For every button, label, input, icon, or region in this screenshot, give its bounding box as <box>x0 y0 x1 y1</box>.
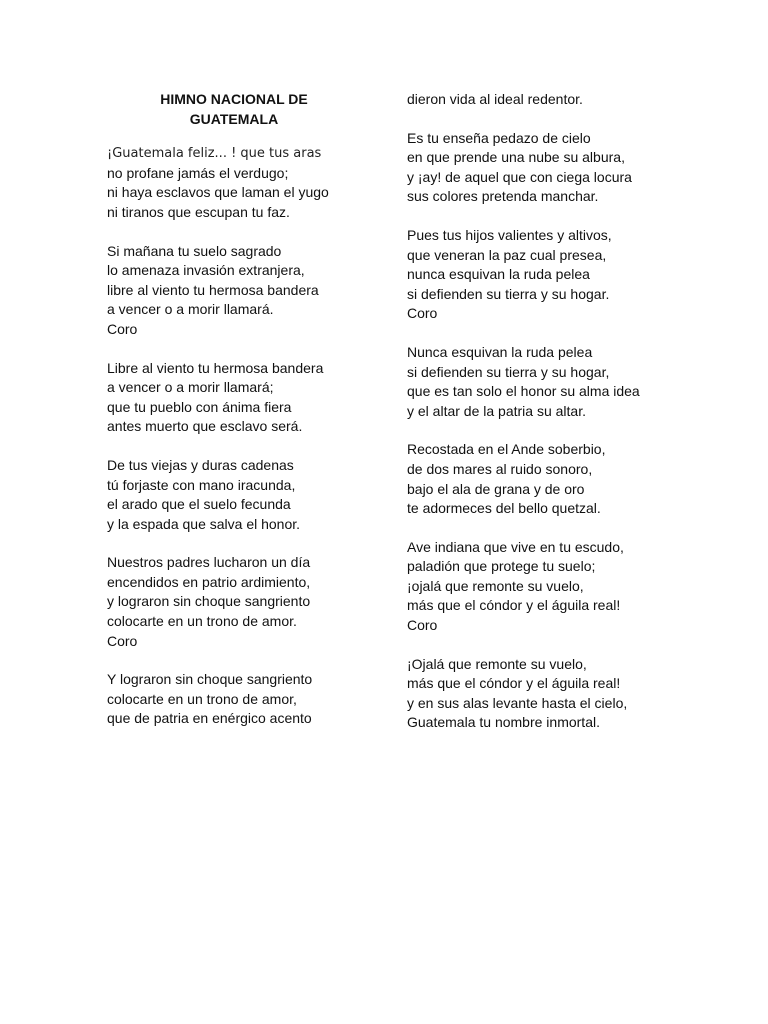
stanza <box>407 343 707 421</box>
verse-line: Ave indiana que vive en tu escudo, <box>407 538 624 555</box>
stanza <box>107 456 377 534</box>
stanza <box>407 90 707 110</box>
verse-line: no profane jamás el verdugo; <box>107 164 289 181</box>
left-column <box>107 90 377 748</box>
verse-line: Es tu enseña pedazo de cielo <box>407 129 591 146</box>
verse-line: si defienden su tierra y su hogar, <box>407 363 610 380</box>
verse-line: que veneran la paz cual presea, <box>407 246 607 263</box>
chorus-marker: Coro <box>107 320 138 337</box>
verse-line: Pues tus hijos valientes y altivos, <box>407 226 612 243</box>
chorus-marker: Coro <box>407 617 438 634</box>
verse-line: ¡Guatemala feliz... ! que tus aras <box>107 146 322 162</box>
stanza <box>407 226 707 324</box>
stanza <box>407 129 707 207</box>
chorus-marker: Coro <box>107 632 138 649</box>
verse-line: Nuestros padres lucharon un día <box>107 554 311 571</box>
verse-line: y en sus alas levante hasta el cielo, <box>407 694 628 711</box>
stanza <box>107 144 377 222</box>
verse-line: antes muerto que esclavo será. <box>107 418 303 435</box>
verse-line: colocarte en un trono de amor. <box>107 613 297 630</box>
verse-line: Guatemala tu nombre inmortal. <box>407 714 600 731</box>
verse-line: ni haya esclavos que laman el yugo <box>107 184 329 201</box>
verse-line: y el altar de la patria su altar. <box>407 402 586 419</box>
right-column <box>407 90 707 752</box>
verse-line: Si mañana tu suelo sagrado <box>107 242 282 259</box>
verse-line: lo amenaza invasión extranjera, <box>107 262 305 279</box>
stanza <box>407 440 707 518</box>
verse-line: el arado que el suelo fecunda <box>107 496 291 513</box>
verse-line: a vencer o a morir llamará; <box>107 379 274 396</box>
left-stanzas <box>107 144 377 729</box>
verse-line: que tu pueblo con ánima fiera <box>107 398 292 415</box>
stanza <box>407 655 707 733</box>
verse-line: y la espada que salva el honor. <box>107 515 301 532</box>
verse-line: Y lograron sin choque sangriento <box>107 671 313 688</box>
verse-line: nunca esquivan la ruda pelea <box>407 266 590 283</box>
verse-line: y lograron sin choque sangriento <box>107 593 311 610</box>
stanza <box>107 670 377 729</box>
verse-line: tú forjaste con mano iracunda, <box>107 476 296 493</box>
verse-line: De tus viejas y duras cadenas <box>107 456 294 473</box>
verse-line: te adormeces del bello quetzal. <box>407 500 601 517</box>
right-stanzas <box>407 90 707 733</box>
verse-line: a vencer o a morir llamará. <box>107 301 274 318</box>
anthem-title: HIMNO NACIONAL DE GUATEMALA <box>160 91 308 127</box>
verse-line: ni tiranos que escupan tu faz. <box>107 203 290 220</box>
stanza <box>107 553 377 651</box>
verse-line: Libre al viento tu hermosa bandera <box>107 359 324 376</box>
verse-line: Recostada en el Ande soberbio, <box>407 441 606 458</box>
verse-line: que es tan solo el honor su alma idea <box>407 383 640 400</box>
verse-line: en que prende una nube su albura, <box>407 149 625 166</box>
verse-line: que de patria en enérgico acento <box>107 710 312 727</box>
verse-line: y ¡ay! de aquel que con ciega locura <box>407 168 632 185</box>
verse-line: paladión que protege tu suelo; <box>407 558 596 575</box>
verse-line: bajo el ala de grana y de oro <box>407 480 585 497</box>
verse-line: de dos mares al ruido sonoro, <box>407 460 593 477</box>
verse-line: sus colores pretenda manchar. <box>407 188 599 205</box>
verse-line: más que el cóndor y el águila real! <box>407 675 621 692</box>
stanza <box>107 359 377 437</box>
verse-line: Nunca esquivan la ruda pelea <box>407 343 593 360</box>
verse-line: más que el cóndor y el águila real! <box>407 597 621 614</box>
verse-line: libre al viento tu hermosa bandera <box>107 281 319 298</box>
verse-line: si defienden su tierra y su hogar. <box>407 285 610 302</box>
verse-line: ¡Ojalá que remonte su vuelo, <box>407 655 587 672</box>
verse-line: colocarte en un trono de amor, <box>107 690 297 707</box>
verse-line: dieron vida al ideal redentor. <box>407 91 583 107</box>
verse-line: encendidos en patrio ardimiento, <box>107 573 311 590</box>
verse-line: ¡ojalá que remonte su vuelo, <box>407 577 584 594</box>
chorus-marker: Coro <box>407 305 438 322</box>
stanza <box>107 242 377 340</box>
stanza <box>407 538 707 636</box>
